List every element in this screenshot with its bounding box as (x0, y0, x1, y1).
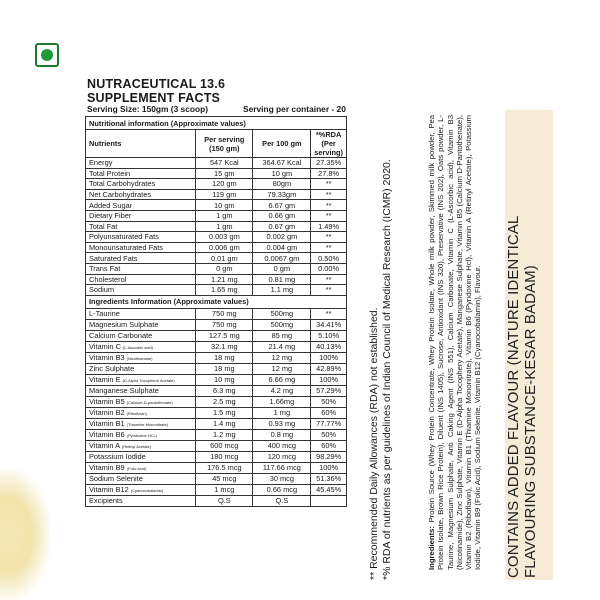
rda-value: 100% (311, 462, 347, 473)
nutrient-name (86, 330, 196, 341)
nutrient-label: Magnesium Sulphate (89, 319, 159, 329)
per-100-value: 0.8 mg (253, 429, 311, 440)
per-100-value: 12 mg (253, 363, 311, 374)
product-heading (87, 77, 225, 105)
per-serving-value: 0.003 gm (196, 232, 253, 243)
per-100-value: 364.67 Kcal (253, 158, 311, 169)
table-row (86, 200, 347, 211)
rda-value: ** (311, 242, 347, 253)
table-row (86, 363, 347, 374)
nutrient-name: Energy (86, 158, 196, 169)
per-100-value: 0.81 mg (253, 274, 311, 285)
nutrient-name: Dietary Fiber (86, 210, 196, 221)
nutrient-name: Total Fat (86, 221, 196, 232)
nutrient-label: Vitamin B5 (89, 396, 125, 406)
table-row (86, 158, 347, 169)
nutrient-source-note: (Folic Acid) (126, 465, 147, 471)
ingredients-header: Ingredients Information (Approximate values) (86, 295, 347, 308)
per-serving-value: 1.65 mg (196, 285, 253, 296)
ingredients-label: Ingredients: (427, 526, 436, 570)
per-100-value: 1.1 mg (253, 285, 311, 296)
table-row (86, 396, 347, 407)
table-row (86, 462, 347, 473)
rda-value: 40.13% (311, 341, 347, 352)
nutrient-name: Cholesterol (86, 274, 196, 285)
rda-notes (368, 90, 393, 580)
per-100-value: 21.4 mg (253, 341, 311, 352)
nutrient-label: Vitamin B2 (89, 407, 125, 417)
rda-value: 60% (311, 440, 347, 451)
rda-value: ** (311, 285, 347, 296)
rda-value: 45.45% (311, 484, 347, 495)
per-serving-value: 1.2 mg (196, 429, 253, 440)
rda-value: 60% (311, 407, 347, 418)
column-header-row (86, 130, 347, 158)
per-100-value: 6.66 mg (253, 374, 311, 385)
per-serving-value: 2.5 mg (196, 396, 253, 407)
table-row (86, 341, 347, 352)
rda-value: 50% (311, 429, 347, 440)
nutrient-name (86, 374, 196, 385)
per-100-value: 10 gm (253, 168, 311, 179)
nutrition-header-row (86, 117, 347, 130)
nutrient-label: Vitamin B12 (89, 484, 129, 494)
product-title: NUTRACEUTICAL 13.6 (87, 77, 226, 91)
rda-value: ** (311, 189, 347, 200)
table-row (86, 168, 347, 179)
nutrient-source-note: (L-Ascorbic acid) (122, 344, 153, 350)
rda-value: 5.10% (311, 330, 347, 341)
per-100-value: 6.67 gm (253, 200, 311, 211)
per-serving-value: 0.006 gm (196, 242, 253, 253)
per-100-value: Q.S (253, 495, 311, 506)
veg-symbol-icon (35, 43, 59, 67)
per-100-value: 1.66mg (253, 396, 311, 407)
servings-per-container: Serving per container - 20 (243, 104, 346, 114)
per-serving-value: 1.21 mg (196, 274, 253, 285)
nutrient-name (86, 407, 196, 418)
per-100-value: 30 mcg (253, 473, 311, 484)
nutrient-source-note: (Nicotinamide) (126, 355, 153, 361)
table-row (86, 285, 347, 296)
per-100-value: 500mg (253, 319, 311, 330)
per-serving-value: 119 gm (196, 189, 253, 200)
per-100-value: 0.0067 gm (253, 253, 311, 264)
table-row (86, 210, 347, 221)
table-row (86, 221, 347, 232)
nutrient-label: Vitamin B6 (89, 429, 125, 439)
per-serving-value: 6.3 mg (196, 385, 253, 396)
nutrient-name (86, 341, 196, 352)
rda-value: 98.29% (311, 451, 347, 462)
table-row (86, 484, 347, 495)
nutrient-label: Vitamin E (89, 374, 121, 384)
nutrient-name (86, 451, 196, 462)
per-100-value: 0.004 gm (253, 242, 311, 253)
nutrient-name: Total Carbohydrates (86, 179, 196, 190)
rda-value (311, 495, 347, 506)
rda-value: 51.36% (311, 473, 347, 484)
table-row (86, 429, 347, 440)
table-row (86, 242, 347, 253)
per-100-value: 0.93 mg (253, 418, 311, 429)
nutrient-name (86, 473, 196, 484)
rda-value: ** (311, 308, 347, 319)
per-serving-value: 45 mcg (196, 473, 253, 484)
per-100-value: 0.002 gm (253, 232, 311, 243)
per-serving-value: 18 mg (196, 363, 253, 374)
table-row (86, 308, 347, 319)
nutrient-label: Vitamin B9 (89, 462, 125, 472)
per-100-value: 12 mg (253, 352, 311, 363)
nutrient-name: Net Carbohydrates (86, 189, 196, 200)
rda-value: ** (311, 274, 347, 285)
table-row (86, 274, 347, 285)
nutrient-name (86, 363, 196, 374)
table-row (86, 232, 347, 243)
per-serving-value: 1 mcg (196, 484, 253, 495)
rda-value: 0.50% (311, 253, 347, 264)
table-row (86, 407, 347, 418)
table-row (86, 374, 347, 385)
per-100-value: 0.67 gm (253, 221, 311, 232)
per-100-value: 1 mg (253, 407, 311, 418)
nutrient-name: Saturated Fats (86, 253, 196, 264)
nutrient-name: Trans Fat (86, 263, 196, 274)
table-row (86, 263, 347, 274)
per-serving-value: 750 mg (196, 308, 253, 319)
rda-value: ** (311, 210, 347, 221)
per-100-value: 0.66 gm (253, 210, 311, 221)
nutrient-name (86, 352, 196, 363)
per-serving-value: 15 gm (196, 168, 253, 179)
table-row (86, 352, 347, 363)
nutrient-label: Vitamin A (89, 440, 120, 450)
col-rda: *%RDA (Per serving) (311, 130, 347, 158)
decorative-background-blob (0, 470, 50, 600)
per-100-value: 85 mg (253, 330, 311, 341)
per-serving-value: 180 mcg (196, 451, 253, 462)
nutrient-name (86, 462, 196, 473)
table-row (86, 385, 347, 396)
table-row (86, 440, 347, 451)
nutrient-source-note: (Pyridoxine HCL) (126, 432, 158, 438)
per-100-value: 400 mcg (253, 440, 311, 451)
nutrient-source-note: (Riboflavin) (126, 410, 147, 416)
per-100-value: 117.66 mcg (253, 462, 311, 473)
nutrient-name (86, 440, 196, 451)
nutrient-source-note: (D-Alpha Tocopherol Acetate) (122, 377, 175, 383)
veg-dot-icon (41, 49, 53, 61)
per-100-value: 80gm (253, 179, 311, 190)
nutrient-name (86, 385, 196, 396)
per-serving-value: 176.5 mcg (196, 462, 253, 473)
nutrient-source-note: (Cyanocobalamin) (130, 487, 164, 493)
per-100-value: 4.2 mg (253, 385, 311, 396)
nutrient-label: Potassium Iodide (89, 451, 146, 461)
nutrient-label: Vitamin B1 (89, 418, 125, 428)
serving-size: Serving Size: 150gm (3 scoop) (87, 104, 209, 114)
nutrient-name (86, 429, 196, 440)
nutrient-label: Sodium Selenite (89, 473, 143, 483)
nutrient-name: Total Protein (86, 168, 196, 179)
table-row (86, 253, 347, 264)
rda-value: ** (311, 179, 347, 190)
rda-note-2: *% RDA of nutrients as per guidelines of Indian Council of Medical Research (ICMR) 2020. (380, 159, 393, 580)
nutrient-label: L-Taurine (89, 308, 120, 318)
nutrient-label: Manganese Sulphate (89, 385, 159, 395)
nutrient-name: Added Sugar (86, 200, 196, 211)
rda-value: 0.00% (311, 263, 347, 274)
nutrient-source-note: (Thiamine Mononitrate) (126, 421, 169, 427)
rda-value: ** (311, 200, 347, 211)
table-row (86, 179, 347, 190)
rda-value: 27.35% (311, 158, 347, 169)
per-serving-value: 750 mg (196, 319, 253, 330)
nutrient-name (86, 495, 196, 506)
rda-value: 100% (311, 352, 347, 363)
rda-note-1: ** Recommended Daily Allowances (RDA) not established. (368, 307, 380, 580)
rda-value: 100% (311, 374, 347, 385)
nutrient-name: Sodium (86, 285, 196, 296)
nutrient-name (86, 396, 196, 407)
nutrient-name (86, 418, 196, 429)
nutrient-label: Vitamin B3 (89, 352, 125, 362)
nutrient-source-note: (Calcium-D-pantothenate) (126, 399, 173, 405)
rda-value: ** (311, 232, 347, 243)
table-row (86, 330, 347, 341)
per-serving-value: 127.5 mg (196, 330, 253, 341)
per-serving-value: 1 gm (196, 221, 253, 232)
per-serving-value: 600 mcg (196, 440, 253, 451)
ingredients-header-row (86, 295, 347, 308)
per-serving-value: 547 Kcal (196, 158, 253, 169)
rda-value: 42.89% (311, 363, 347, 374)
nutrient-name: Monounsaturated Fats (86, 242, 196, 253)
nutrient-name: Polyunsaturated Fats (86, 232, 196, 243)
facts-title: SUPPLEMENT FACTS (87, 91, 221, 105)
per-serving-value: 10 mg (196, 374, 253, 385)
ingredients-block (427, 115, 483, 570)
per-100-value: 79.33gm (253, 189, 311, 200)
table-row (86, 418, 347, 429)
table-row (86, 495, 347, 506)
per-100-value: 120 mcg (253, 451, 311, 462)
ingredients-text: Protein Source (Whey Protein Concentrate, Whey Protein Isolate, Whole milk powder, Skimmed milk powder, Pea Protein Isolate, Brown Rice Protein), Diluent (INS 1405), Sucrose, Antioxidant (INS 320), Preservative (INS 202), Oats powder, L-Taurine, Magnesium Sulphate, Anti Caking Agent (INS 551), Calcium Carbonate, Vitamin C (L-Ascorbic acid), Vitamin B3 (Nicotinamide), Zinc Sulphate, Vitamin E (D-Alpha Tocophery Acetate), Manganese Sulphate, Vitamin B5 (Calcium D-Pantothenate), Vitamin B2 (Riboflavin), Vitamin B1 (Thiamine Mononitrate), Vitamin B6 (Pyridoxine Hcl), Vitamin A (Retinyl Acetate), Potassium Iodide, Vitamin B9 (Folic Acid), Sodium Selenite, Vitamin B12 (Cyanocobalamin), Flavour. (427, 115, 483, 570)
rda-value: 34.41% (311, 319, 347, 330)
col-per-100: Per 100 gm (253, 130, 311, 158)
nutrient-label: Excipients (89, 495, 123, 505)
table-row (86, 451, 347, 462)
per-serving-value: Q.S (196, 495, 253, 506)
table-row (86, 473, 347, 484)
table-row (86, 319, 347, 330)
per-serving-value: 0.01 gm (196, 253, 253, 264)
per-serving-value: 1.4 mg (196, 418, 253, 429)
per-100-value: 500mg (253, 308, 311, 319)
nutrient-name (86, 308, 196, 319)
per-serving-value: 18 mg (196, 352, 253, 363)
flavour-note: CONTAINS ADDED FLAVOUR (NATURE IDENTICAL FLAVOURING SUBSTANCE-KESAR BADAM) (505, 216, 539, 578)
per-serving-value: 1 gm (196, 210, 253, 221)
nutrient-name (86, 319, 196, 330)
nutrient-label: Vitamin C (89, 341, 121, 351)
rda-value: 77.77% (311, 418, 347, 429)
per-serving-value: 0 gm (196, 263, 253, 274)
col-nutrients: Nutrients (86, 130, 196, 158)
nutrient-label: Calcium Carbonate (89, 330, 153, 340)
rda-value: 27.8% (311, 168, 347, 179)
nutrition-header: Nutritional information (Approximate values) (86, 117, 347, 130)
per-serving-value: 1.5 mg (196, 407, 253, 418)
nutrient-source-note: (Retinyl Acetate) (121, 443, 152, 449)
rda-value: 50% (311, 396, 347, 407)
table-row (86, 189, 347, 200)
per-serving-value: 120 gm (196, 179, 253, 190)
per-100-value: 0.66 mcg (253, 484, 311, 495)
nutrient-name (86, 484, 196, 495)
col-per-serving: Per serving (150 gm) (196, 130, 253, 158)
per-serving-value: 32.1 mg (196, 341, 253, 352)
per-serving-value: 10 gm (196, 200, 253, 211)
rda-value: 57.29% (311, 385, 347, 396)
rda-value: 1.49% (311, 221, 347, 232)
supplement-facts-table (85, 116, 347, 507)
per-100-value: 0 gm (253, 263, 311, 274)
nutrient-label: Zinc Sulphate (89, 363, 135, 373)
